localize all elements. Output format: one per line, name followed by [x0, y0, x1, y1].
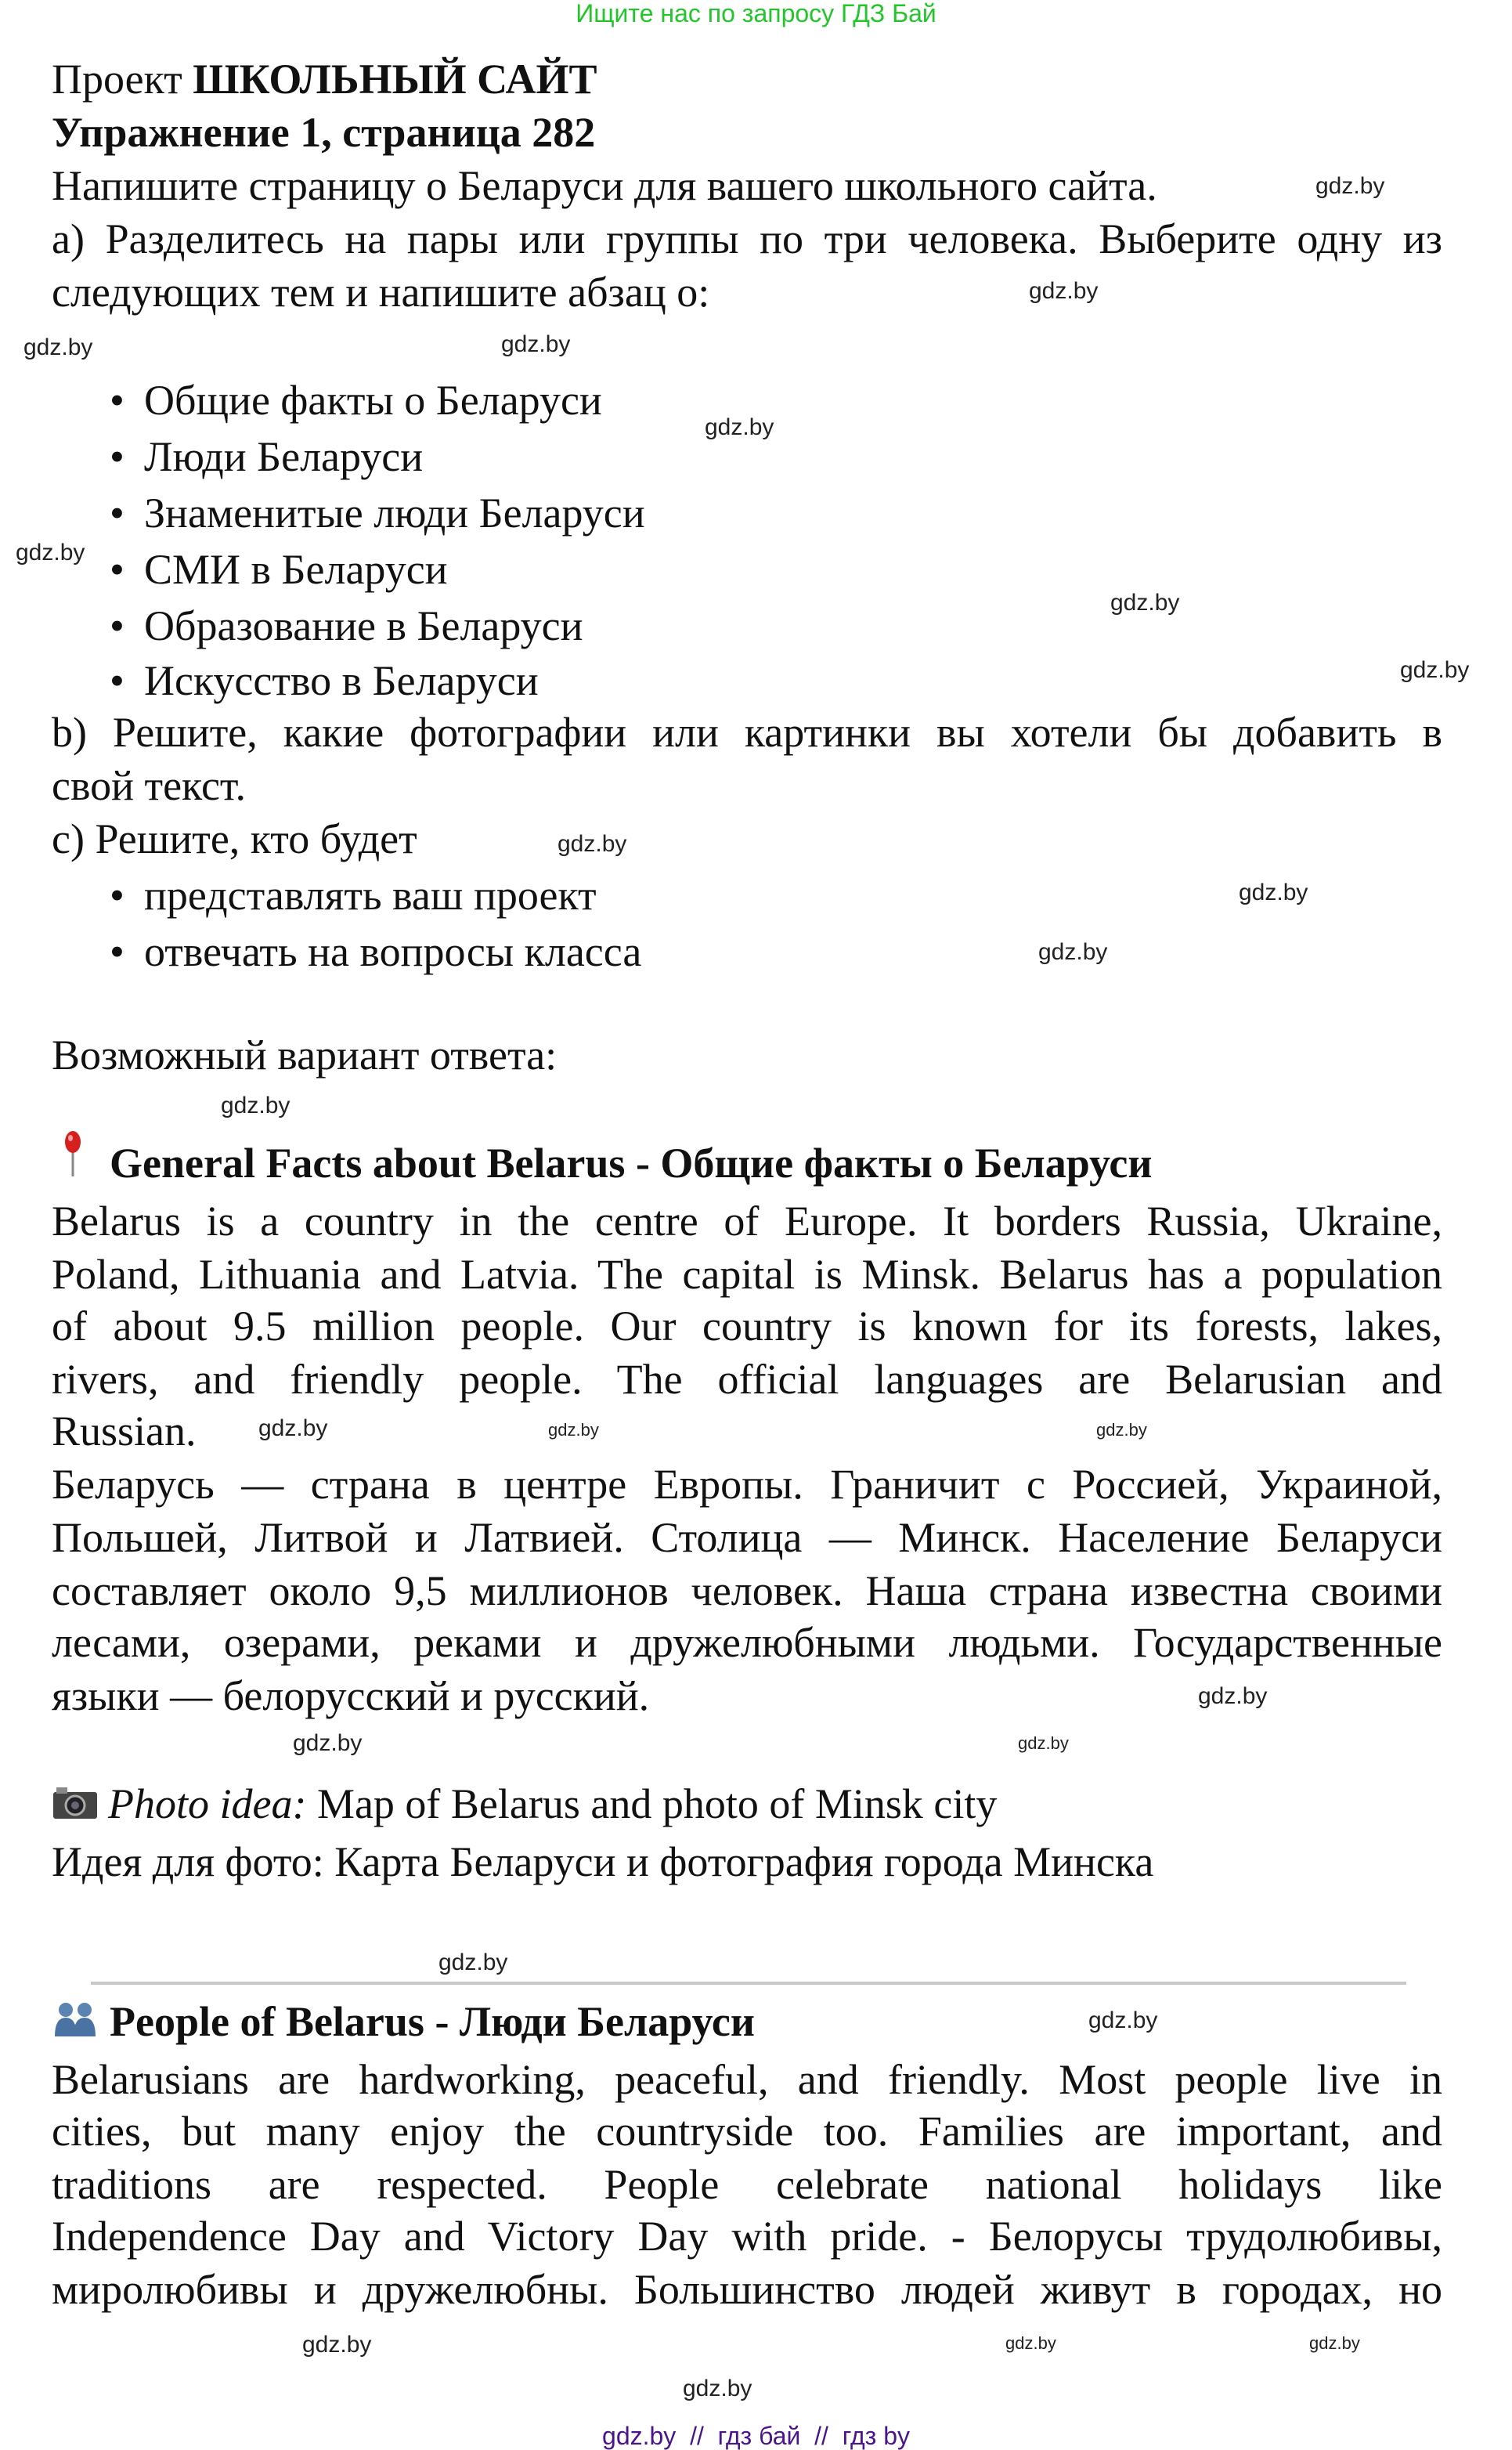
paragraph-line: traditions are respected. People celebrate national holidays like: [52, 2161, 1442, 2208]
paragraph-line: составляет около 9,5 миллионов человек. Наша страна известна своими: [52, 1567, 1442, 1614]
paragraph-line: Poland, Lithuania and Latvia. The capital is Minsk. Belarus has a population: [52, 1251, 1442, 1298]
watermark: gdz.by: [1239, 880, 1308, 905]
topic-item: • Знаменитые люди Беларуси: [110, 487, 645, 539]
answer-label: Возможный вариант ответа:: [52, 1032, 558, 1079]
watermark: gdz.by: [501, 331, 571, 357]
watermark: gdz.by: [16, 540, 85, 566]
footer-links[interactable]: gdz.by // гдз бай // гдз by: [602, 2422, 910, 2450]
top-banner[interactable]: Ищите нас по запросу ГДЗ Бай: [576, 0, 936, 27]
watermark: gdz.by: [1018, 1733, 1069, 1753]
paragraph-line: Польшей, Литвой и Латвией. Столица — Минск. Население Беларуси: [52, 1514, 1442, 1561]
paragraph-line: rivers, and friendly people. The official languages are Belarusian and: [52, 1356, 1442, 1403]
paragraph-line: Беларусь — страна в центре Европы. Граничит с Россией, Украиной,: [52, 1461, 1442, 1508]
photo-idea-text: Map of Belarus and photo of Minsk city: [306, 1780, 998, 1827]
watermark: gdz.by: [1088, 2007, 1158, 2033]
watermark: gdz.by: [1029, 278, 1099, 304]
photo-idea-label: Photo idea:: [108, 1780, 307, 1827]
camera-icon: [53, 1787, 97, 1819]
title-bold: ШКОЛЬНЫЙ САЙТ: [193, 56, 597, 103]
section-heading: People of Belarus - Люди Беларуси: [110, 1998, 755, 2045]
topic-item: • Образование в Беларуси: [110, 600, 583, 652]
topic-item: • Искусство в Беларуси: [110, 655, 539, 706]
task-b-line: b) Решите, какие фотографии или картинки вы хотели бы добавить в: [52, 709, 1442, 756]
watermark: gdz.by: [1315, 173, 1385, 199]
watermark: gdz.by: [1005, 2333, 1056, 2353]
watermark: gdz.by: [293, 1730, 363, 1756]
watermark: gdz.by: [1198, 1683, 1268, 1709]
paragraph-line: лесами, озерами, реками и дружелюбными людьми. Государственные: [52, 1619, 1442, 1666]
paragraph-line: Russian.: [52, 1407, 197, 1454]
watermark: gdz.by: [705, 414, 774, 440]
watermark: gdz.by: [1400, 657, 1470, 683]
paragraph-line: миролюбивы и дружелюбны. Большинство людей живут в городах, но: [52, 2266, 1442, 2313]
task-a-line: a) Разделитесь на пары или группы по три человека. Выберите одну из: [52, 215, 1442, 262]
people-icon: [53, 2002, 97, 2036]
section-divider: [91, 1982, 1406, 1985]
watermark: gdz.by: [258, 1415, 328, 1441]
exercise-heading: Упражнение 1, страница 282: [52, 109, 596, 156]
photo-idea-ru: Идея для фото: Карта Беларуси и фотография города Минска: [52, 1838, 1154, 1885]
topic-item: • Общие факты о Беларуси: [110, 374, 602, 426]
watermark: gdz.by: [302, 2332, 372, 2358]
task-b-line: свой текст.: [52, 762, 246, 809]
title-prefix: Проект: [52, 56, 182, 103]
watermark: gdz.by: [1038, 939, 1108, 965]
paragraph-line: языки — белорусский и русский.: [52, 1672, 650, 1719]
page-title: [52, 53, 597, 105]
watermark: gdz.by: [1096, 1420, 1147, 1440]
task-intro: Напишите страницу о Беларуси для вашего школьного сайта.: [52, 162, 1157, 209]
topic-item: • Люди Беларуси: [110, 431, 423, 482]
watermark: gdz.by: [683, 2376, 752, 2401]
watermark: gdz.by: [221, 1093, 290, 1118]
watermark: gdz.by: [558, 831, 627, 857]
paragraph-line: Belarusians are hardworking, peaceful, and friendly. Most people live in: [52, 2056, 1442, 2103]
paragraph-line: Belarus is a country in the centre of Europe. It borders Russia, Ukraine,: [52, 1198, 1442, 1245]
watermark: gdz.by: [23, 334, 93, 360]
paragraph-line: Independence Day and Victory Day with pride. - Белорусы трудолюбивы,: [52, 2213, 1442, 2260]
task-c: c) Решите, кто будет: [52, 815, 417, 862]
photo-idea: [108, 1778, 997, 1830]
task-c-item: • отвечать на вопросы класса: [110, 926, 641, 977]
task-a-line: следующих тем и напишите абзац о:: [52, 269, 710, 316]
task-c-item: • представлять ваш проект: [110, 869, 597, 921]
section-heading: General Facts about Belarus - Общие факты о Беларуси: [110, 1140, 1153, 1187]
watermark: gdz.by: [548, 1420, 599, 1440]
paragraph-line: of about 9.5 million people. Our country is known for its forests, lakes,: [52, 1303, 1442, 1350]
watermark: gdz.by: [1309, 2333, 1360, 2353]
paragraph-line: cities, but many enjoy the countryside too. Families are important, and: [52, 2108, 1442, 2155]
watermark: gdz.by: [1110, 590, 1180, 616]
topic-item: • СМИ в Беларуси: [110, 544, 448, 595]
watermark: gdz.by: [438, 1950, 508, 1975]
pushpin-icon: [61, 1131, 85, 1178]
